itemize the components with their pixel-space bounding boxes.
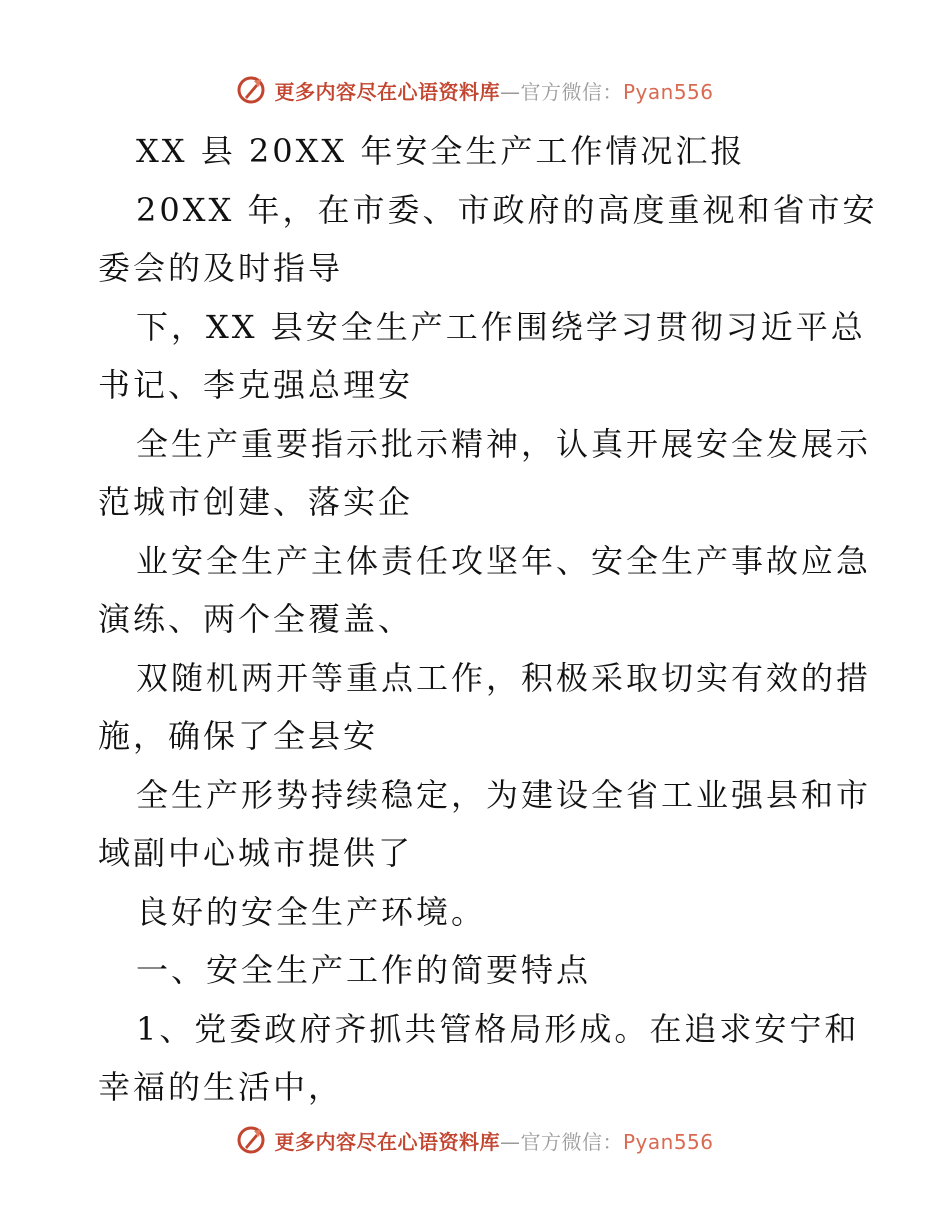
watermark-wechat-label: 官方微信： <box>520 1129 623 1154</box>
watermark-separator: — <box>499 1129 521 1154</box>
paragraph-line: 全生产重要指示批示精神，认真开展安全发展示 <box>136 424 872 463</box>
paragraph-line: 良好的安全生产环境。 <box>136 892 487 931</box>
watermark-wechat-id: Pyan556 <box>622 79 714 104</box>
quill-logo-icon <box>236 75 266 105</box>
paragraph-line: 双随机两开等重点工作，积极采取切实有效的措 <box>136 658 872 697</box>
footer-watermark <box>0 1120 950 1160</box>
watermark-wechat-label: 官方微信： <box>520 79 623 104</box>
watermark-wechat-id: Pyan556 <box>622 1129 714 1154</box>
document-body <box>98 122 878 1117</box>
paragraph-line: 域副中心城市提供了 <box>98 834 414 872</box>
paragraph-line: 施，确保了全县安 <box>98 717 379 755</box>
watermark-text <box>274 76 713 105</box>
watermark-separator: — <box>499 79 521 104</box>
paragraph-line: 全生产形势持续稳定，为建设全省工业强县和市 <box>136 775 872 814</box>
section-heading: 一、安全生产工作的简要特点 <box>136 951 592 989</box>
quill-logo-icon <box>236 1125 266 1155</box>
watermark-text <box>274 1126 713 1155</box>
paragraph-line: 书记、李克强总理安 <box>98 366 414 404</box>
document-title: XX 县 20XX 年安全生产工作情况汇报 <box>136 132 746 170</box>
paragraph-line: 幸福的生活中， <box>98 1068 344 1106</box>
paragraph-line: 下，XX 县安全生产工作围绕学习贯彻习近平总 <box>136 307 866 346</box>
watermark-brand: 更多内容尽在心语资料库 <box>274 1129 500 1154</box>
paragraph-line: 演练、两个全覆盖、 <box>98 600 414 638</box>
paragraph-line: 委会的及时指导 <box>98 249 344 287</box>
header-watermark <box>0 70 950 110</box>
paragraph-line: 1、党委政府齐抓共管格局形成。在追求安宁和 <box>136 1009 860 1048</box>
paragraph-line: 业安全生产主体责任攻坚年、安全生产事故应急 <box>136 541 872 580</box>
paragraph-line: 范城市创建、落实企 <box>98 483 414 521</box>
watermark-brand: 更多内容尽在心语资料库 <box>274 79 500 104</box>
paragraph-line: 20XX 年，在市委、市政府的高度重视和省市安 <box>136 190 878 229</box>
